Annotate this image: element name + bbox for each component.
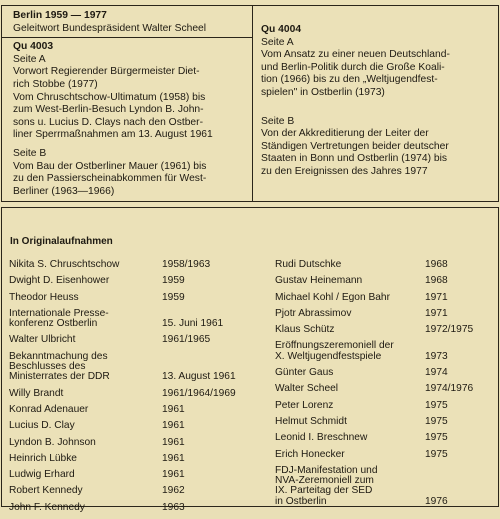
- recording-year: 1961: [162, 403, 185, 415]
- recordings-list-left: [9, 260, 249, 519]
- speaker-name-line: Internationale Presse-: [9, 307, 109, 319]
- recordings-title: In Originalaufnahmen: [10, 236, 113, 247]
- text-line: zum West-Berlin-Besuch Lyndon B. John-: [13, 104, 204, 116]
- speaker-name-line: Leonid I. Breschnew: [275, 432, 368, 444]
- recording-row: [9, 454, 249, 464]
- recording-row: [9, 421, 249, 431]
- speaker-name: [9, 260, 162, 270]
- speaker-name-line: Gustav Heinemann: [275, 275, 363, 287]
- recording-row: [9, 260, 249, 270]
- speaker-name: [9, 276, 162, 286]
- text-line: Vorwort Regierender Bürgermeister Diet-: [13, 66, 200, 78]
- speaker-name-line: Nikita S. Chruschtschow: [9, 259, 120, 270]
- speaker-name: [275, 466, 425, 507]
- speaker-name: [9, 309, 162, 330]
- qu4003-column: [2, 6, 252, 198]
- speaker-name-line: Theodor Heuss: [9, 291, 79, 303]
- text-line: zu den Ereignissen des Jahres 1977: [261, 165, 428, 177]
- recording-row: [9, 276, 249, 286]
- recording-year: 1961: [162, 436, 185, 448]
- recording-year: 1961: [162, 469, 185, 481]
- speaker-name: [275, 401, 425, 411]
- recording-row: [9, 293, 249, 303]
- recording-year: 1974/1976: [425, 383, 474, 395]
- side-a-label: Seite A: [261, 36, 294, 48]
- speaker-name: [275, 276, 425, 286]
- recording-year: 1973: [425, 350, 448, 362]
- speaker-name-line: Ministerrates der DDR: [9, 371, 110, 383]
- text-line: spielen" in Ostberlin (1973): [261, 86, 385, 98]
- speaker-name: [9, 389, 162, 399]
- recording-year: 1972/1975: [425, 324, 474, 336]
- side-b-description: [13, 161, 246, 199]
- qu4004-column: [253, 6, 500, 179]
- catalog-number-4003: Qu 4003: [13, 41, 54, 53]
- recording-row: [275, 384, 497, 394]
- speaker-name-line: Walter Scheel: [275, 383, 339, 395]
- text-line: Staaten in Bonn und Ostberlin (1974) bis: [261, 153, 448, 165]
- speaker-name-line: Rudi Dutschke: [275, 259, 342, 270]
- recording-row: [9, 309, 249, 330]
- text-line: sons u. Lucius D. Clays nach den Ostber-: [13, 116, 204, 128]
- speaker-name-line: Pjotr Abrassimov: [275, 307, 352, 319]
- recording-year: 15. Juni 1961: [162, 318, 224, 330]
- recording-row: [9, 486, 249, 496]
- recording-year: 1968: [425, 275, 448, 287]
- text-line: Berliner (1963—1966): [13, 185, 115, 197]
- recording-year: 1976: [425, 495, 448, 507]
- speaker-name: [275, 433, 425, 443]
- speaker-name-line: X. Weltjugendfestspiele: [275, 350, 382, 362]
- recording-row: [275, 260, 497, 270]
- side-b-label: Seite B: [261, 115, 295, 127]
- speaker-name: [9, 352, 162, 383]
- recording-row: [275, 417, 497, 427]
- album-foreword: Geleitwort Bundespräsident Walter Scheel: [13, 22, 207, 34]
- recording-year: 1961/1964/1969: [162, 387, 236, 399]
- recording-row: [9, 335, 249, 345]
- text-line: zu den Passierscheinabkommen für West-: [13, 173, 207, 185]
- recording-year: 1961: [162, 452, 185, 464]
- speaker-name-line: Beschlusses des: [9, 361, 86, 373]
- speaker-name-line: Peter Lorenz: [275, 399, 334, 411]
- speaker-name: [275, 417, 425, 427]
- speaker-name-line: Ludwig Erhard: [9, 469, 75, 481]
- speaker-name-line: Bekanntmachung des: [9, 350, 108, 362]
- recording-year: 1961: [162, 420, 185, 432]
- recording-row: [275, 433, 497, 443]
- recordings-list-right: [275, 260, 497, 513]
- text-line: tion (1966) bis zu den „Weltjugendfest-: [261, 74, 438, 86]
- speaker-name: [9, 335, 162, 345]
- speaker-name-line: Klaus Schütz: [275, 324, 335, 336]
- recording-year: 1971: [425, 291, 448, 303]
- speaker-name: [9, 405, 162, 415]
- side-a-description: [13, 66, 246, 142]
- text-line: Vom Chruschtschow-Ultimatum (1958) bis: [13, 91, 206, 103]
- catalog-number-4004: Qu 4004: [261, 24, 302, 35]
- recording-row: [9, 352, 249, 383]
- recording-row: [9, 503, 249, 513]
- original-recordings-box: [1, 207, 499, 513]
- speaker-name-line: Heinrich Lübke: [9, 452, 77, 464]
- side-b-description: [261, 128, 494, 178]
- speaker-name: [9, 454, 162, 464]
- speaker-name: [275, 309, 425, 319]
- speaker-name: [275, 325, 425, 335]
- recording-year: 13. August 1961: [162, 371, 236, 383]
- speaker-name-line: in Ostberlin: [275, 495, 327, 507]
- recording-row: [275, 276, 497, 286]
- recording-year: 1963: [162, 501, 185, 513]
- speaker-name-line: Erich Honecker: [275, 448, 345, 460]
- speaker-name-line: Robert Kennedy: [9, 485, 83, 497]
- side-a-description: [261, 49, 494, 99]
- recording-row: [275, 401, 497, 411]
- text-line: Vom Bau der Ostberliner Mauer (1961) bis: [13, 160, 207, 172]
- speaker-name-line: Michael Kohl / Egon Bahr: [275, 291, 390, 303]
- recording-row: [9, 405, 249, 415]
- speaker-name-line: Lucius D. Clay: [9, 420, 75, 432]
- recording-year: 1975: [425, 399, 448, 411]
- recording-year: 1974: [425, 367, 448, 379]
- recording-year: 1975: [425, 415, 448, 427]
- speaker-name-line: Willy Brandt: [9, 387, 64, 399]
- speaker-name: [275, 450, 425, 460]
- text-line: liner Sperrmaßnahmen am 13. August 1961: [13, 129, 213, 141]
- recording-row: [9, 470, 249, 480]
- speaker-name-line: Eröffnungszeremoniell der: [275, 340, 394, 352]
- speaker-name: [9, 438, 162, 448]
- speaker-name-line: Lyndon B. Johnson: [9, 436, 96, 448]
- speaker-name-line: John F. Kennedy: [9, 501, 85, 513]
- recording-year: 1958/1963: [162, 259, 211, 270]
- text-line: Von der Akkreditierung der Leiter der: [261, 128, 429, 140]
- recording-year: 1971: [425, 307, 448, 319]
- recording-row: [9, 389, 249, 399]
- recording-row: [275, 466, 497, 507]
- speaker-name-line: Konrad Adenauer: [9, 403, 89, 415]
- recording-year: 1975: [425, 448, 448, 460]
- album-header: [2, 10, 252, 38]
- recording-year: 1968: [425, 259, 448, 270]
- speaker-name-line: Günter Gaus: [275, 367, 334, 379]
- speaker-name-line: IX. Parteitag der SED: [275, 485, 373, 497]
- recording-row: [275, 368, 497, 378]
- speaker-name: [275, 368, 425, 378]
- speaker-name: [275, 260, 425, 270]
- album-title: Berlin 1959 — 1977: [13, 10, 107, 21]
- side-a-label: Seite A: [13, 53, 46, 65]
- speaker-name-line: FDJ-Manifestation und: [275, 464, 378, 476]
- speaker-name: [9, 421, 162, 431]
- side-b-label: Seite B: [13, 147, 47, 159]
- speaker-name-line: Dwight D. Eisenhower: [9, 275, 110, 287]
- recording-year: 1962: [162, 485, 185, 497]
- recording-year: 1975: [425, 432, 448, 444]
- speaker-name-line: Helmut Schmidt: [275, 415, 347, 427]
- speaker-name: [275, 293, 425, 303]
- recording-row: [275, 325, 497, 335]
- speaker-name: [9, 486, 162, 496]
- text-line: rich Stobbe (1977): [13, 78, 98, 90]
- recording-row: [275, 309, 497, 319]
- speaker-name: [275, 341, 425, 362]
- speaker-name-line: NVA-Zeremoniell zum: [275, 475, 374, 487]
- text-line: Vom Ansatz zu einer neuen Deutschland-: [261, 49, 450, 61]
- speaker-name: [9, 293, 162, 303]
- recording-year: 1959: [162, 275, 185, 287]
- speaker-name-line: konferenz Ostberlin: [9, 318, 98, 330]
- recording-year: 1961/1965: [162, 334, 211, 346]
- text-line: Ständigen Vertretungen beider deutscher: [261, 140, 449, 152]
- speaker-name: [275, 384, 425, 394]
- text-line: und Berlin-Politik durch die Große Koali-: [261, 61, 445, 73]
- speaker-name: [9, 503, 162, 513]
- speaker-name-line: Walter Ulbricht: [9, 334, 76, 346]
- recording-year: 1959: [162, 291, 185, 303]
- speaker-name: [9, 470, 162, 480]
- recording-row: [275, 293, 497, 303]
- track-listing-box: [1, 5, 499, 202]
- recording-row: [275, 341, 497, 362]
- recording-row: [9, 438, 249, 448]
- recording-row: [275, 450, 497, 460]
